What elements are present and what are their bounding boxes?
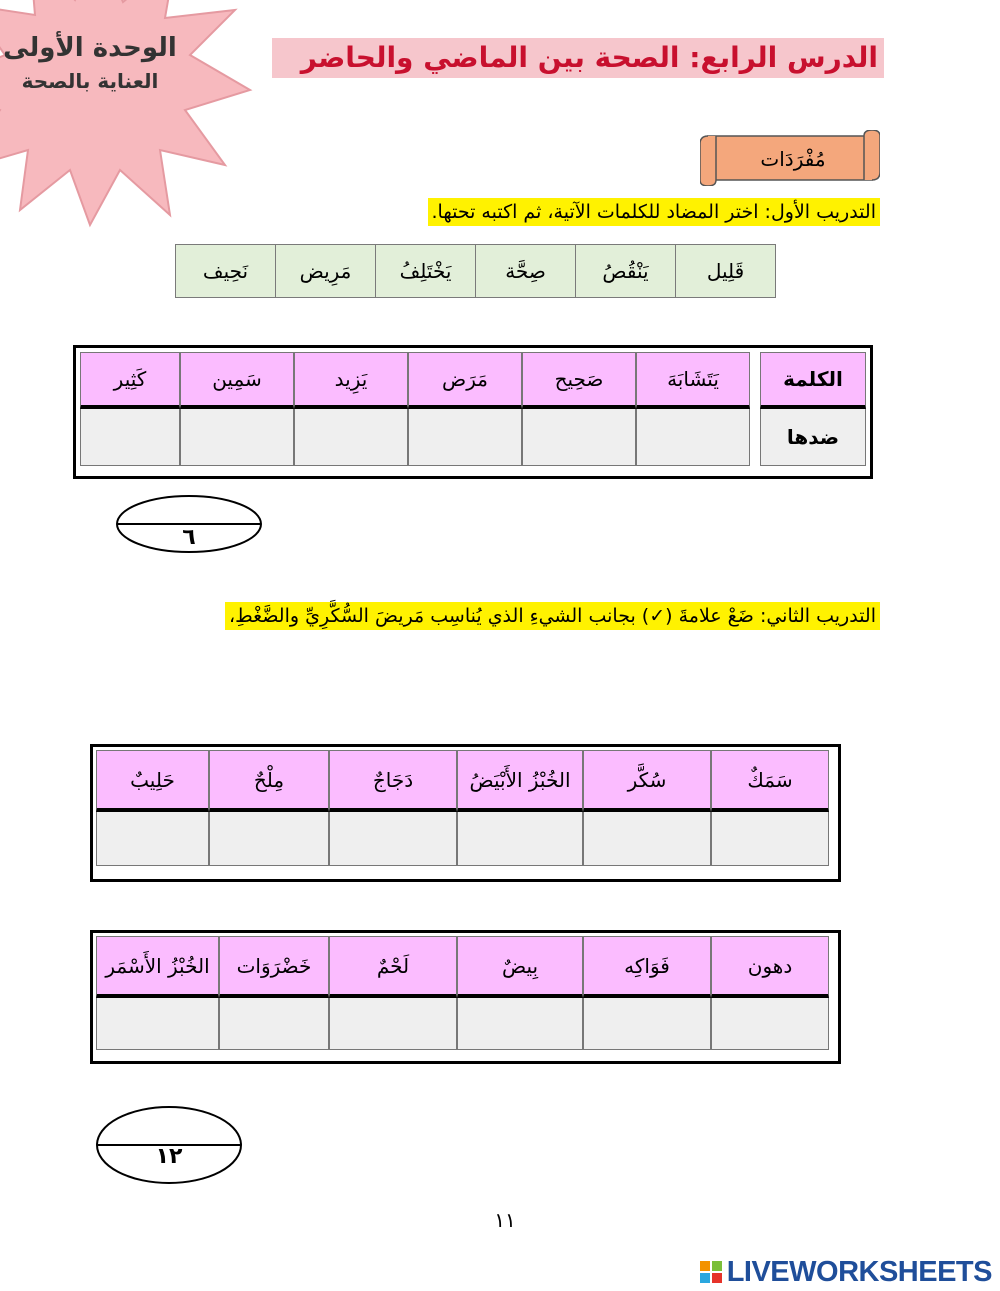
checkmark-input[interactable] bbox=[209, 812, 329, 866]
word-cell: سَمِين bbox=[180, 352, 294, 409]
liveworksheets-logo-icon bbox=[699, 1260, 723, 1284]
food-cell: سُكَّر bbox=[583, 750, 711, 812]
food-cell: خَضْرَوَات bbox=[219, 936, 329, 998]
food-cell: دهون bbox=[711, 936, 829, 998]
lesson-title: الدرس الرابع: الصحة بين الماضي والحاضر bbox=[272, 38, 884, 78]
answer-input[interactable] bbox=[522, 409, 636, 466]
answer-input[interactable] bbox=[180, 409, 294, 466]
brand-name: LIVEWORKSHEETS bbox=[726, 1255, 992, 1288]
exercise1-grid bbox=[80, 352, 750, 466]
unit-badge bbox=[0, 30, 180, 96]
word-bank-item[interactable]: مَرِيض bbox=[276, 245, 376, 298]
checkmark-input[interactable] bbox=[96, 812, 209, 866]
food-cell: الخُبْزُ الأَسْمَر bbox=[96, 936, 219, 998]
exercise1-row-labels bbox=[760, 352, 866, 466]
exercise2-grid-1 bbox=[96, 750, 829, 866]
page-number: ١١ bbox=[494, 1208, 516, 1232]
word-bank-item[interactable]: يَنْقُصُ bbox=[576, 245, 676, 298]
food-cell: فَوَاكِه bbox=[583, 936, 711, 998]
exercise1-instruction: التدريب الأول: اختر المضاد للكلمات الآتية، ثم اكتبه تحتها. bbox=[428, 198, 881, 226]
exercise1-table bbox=[73, 345, 873, 479]
word-bank-item[interactable]: صِحَّة bbox=[476, 245, 576, 298]
checkmark-input[interactable] bbox=[457, 812, 583, 866]
checkmark-input[interactable] bbox=[583, 812, 711, 866]
unit-subtitle: العناية بالصحة bbox=[21, 69, 159, 93]
food-cell: حَلِيبٌ bbox=[96, 750, 209, 812]
checkmark-input[interactable] bbox=[583, 998, 711, 1050]
food-cell: مِلْحٌ bbox=[209, 750, 329, 812]
checkmark-input[interactable] bbox=[711, 812, 829, 866]
exercise2-table-1 bbox=[90, 744, 841, 882]
food-cell: الخُبْزُ الأَبْيَضُ bbox=[457, 750, 583, 812]
exercise2-table-2 bbox=[90, 930, 841, 1064]
unit-title: الوحدة الأولى bbox=[3, 33, 177, 63]
word-bank-item[interactable]: نَحِيف bbox=[176, 245, 276, 298]
checkmark-input[interactable] bbox=[457, 998, 583, 1050]
food-cell: دَجَاجٌ bbox=[329, 750, 457, 812]
word-cell: يَتَشَابَهَ bbox=[636, 352, 750, 409]
score-1: ٦ bbox=[182, 525, 196, 550]
word-bank-item[interactable]: يَخْتَلِفُ bbox=[376, 245, 476, 298]
answer-input[interactable] bbox=[80, 409, 180, 466]
answer-input[interactable] bbox=[408, 409, 522, 466]
word-bank-item[interactable]: قَلِيل bbox=[676, 245, 776, 298]
food-cell: سَمَكٌ bbox=[711, 750, 829, 812]
checkmark-input[interactable] bbox=[711, 998, 829, 1050]
score-2: ١٢ bbox=[155, 1144, 183, 1169]
answer-input[interactable] bbox=[636, 409, 750, 466]
brand-watermark bbox=[699, 1252, 992, 1291]
word-bank bbox=[175, 244, 776, 298]
label-word: الكلمة bbox=[760, 352, 866, 409]
checkmark-input[interactable] bbox=[329, 812, 457, 866]
food-cell: بِيضٌ bbox=[457, 936, 583, 998]
label-opposite: ضدها bbox=[760, 409, 866, 466]
answer-input[interactable] bbox=[294, 409, 408, 466]
word-cell: كَثِير bbox=[80, 352, 180, 409]
word-cell: صَحِيح bbox=[522, 352, 636, 409]
checkmark-input[interactable] bbox=[329, 998, 457, 1050]
checkmark-input[interactable] bbox=[96, 998, 219, 1050]
checkmark-input[interactable] bbox=[219, 998, 329, 1050]
exercise2-instruction: التدريب الثاني: ضَعْ علامةَ (✓) بجانب الشيءِ الذي يُناسِب مَريضَ السُّكَّرِيِّ والضَّغْطِ، bbox=[225, 602, 880, 630]
vocabulary-label: مُفْرَدَات bbox=[760, 147, 826, 171]
exercise2-grid-2 bbox=[96, 936, 829, 1050]
food-cell: لَحْمٌ bbox=[329, 936, 457, 998]
word-cell: يَزِيد bbox=[294, 352, 408, 409]
word-cell: مَرَض bbox=[408, 352, 522, 409]
